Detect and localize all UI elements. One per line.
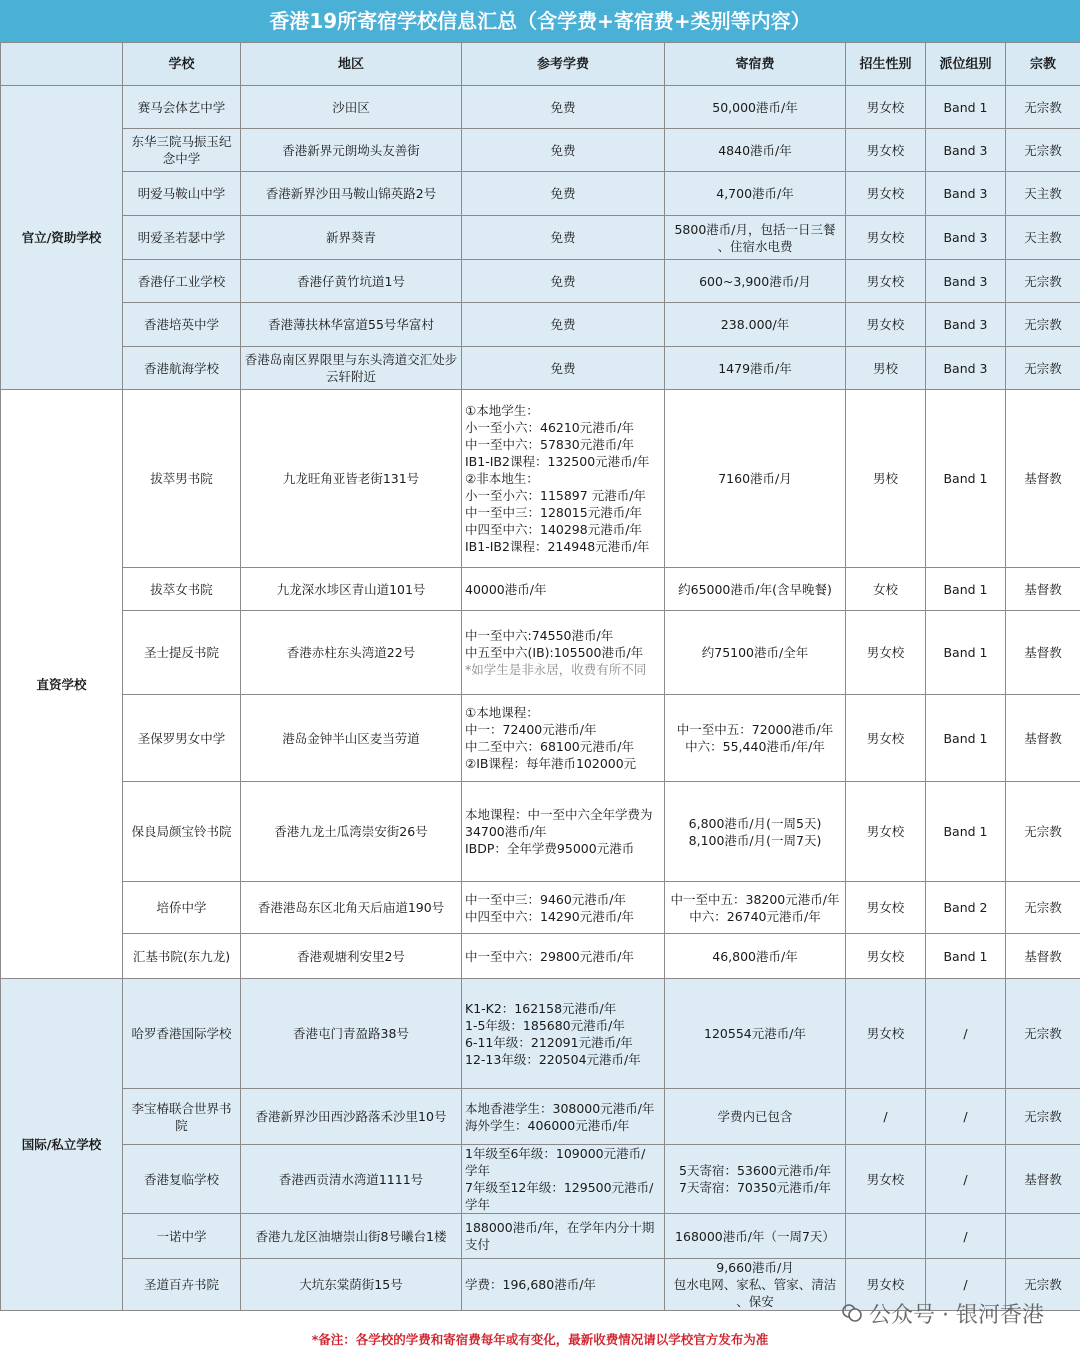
gender-cell: 女校 — [846, 568, 926, 611]
gender-cell: 男女校 — [846, 782, 926, 882]
band-cell: / — [926, 979, 1006, 1089]
tuition-cell-line: 支付 — [465, 1237, 491, 1252]
boarding-cell — [665, 934, 846, 979]
boarding-cell-line: 中六：26740元港币/年 — [689, 908, 821, 924]
area-cell: 港岛金钟半山区麦当劳道 — [241, 695, 462, 782]
tuition-cell-line: *如学生是非永居，收费有所不同 — [465, 662, 647, 677]
school-cell: 香港复临学校 — [123, 1145, 241, 1214]
band-cell: Band 3 — [926, 129, 1006, 172]
tuition-cell — [462, 303, 665, 347]
religion-cell: 基督教 — [1006, 568, 1080, 611]
school-cell: 香港仔工业学校 — [123, 260, 241, 303]
area-cell: 香港港岛东区北角天后庙道190号 — [241, 882, 462, 934]
band-cell: Band 3 — [926, 303, 1006, 347]
tuition-cell-line: 学年 — [465, 1163, 491, 1178]
table-row — [1, 172, 1080, 216]
boarding-cell-line: 学费内已包含 — [717, 1109, 793, 1124]
boarding-cell-line: 5800港币/月，包括一日三餐 — [674, 221, 836, 237]
gender-cell: 男校 — [846, 390, 926, 568]
tuition-cell-line: ①本地学生： — [465, 403, 539, 418]
boarding-cell-line: 168000港币/年（一周7天） — [675, 1228, 835, 1244]
tuition-cell-line: 免费 — [550, 230, 576, 245]
religion-cell: 基督教 — [1006, 1145, 1080, 1214]
religion-cell: 无宗教 — [1006, 86, 1080, 129]
table-row — [1, 1089, 1080, 1145]
area-cell: 香港九龙区油塘崇山街8号曦台1楼 — [241, 1214, 462, 1259]
tuition-cell-line: 免费 — [550, 317, 576, 332]
tuition-cell-line: ①本地课程： — [465, 705, 539, 720]
table-row — [1, 129, 1080, 172]
tuition-cell — [462, 86, 665, 129]
school-cell: 圣士提反书院 — [123, 611, 241, 695]
boarding-cell-line: 8,100港币/月(一周7天) — [688, 832, 822, 848]
school-cell: 汇基书院(东九龙) — [123, 934, 241, 979]
boarding-cell — [665, 1145, 846, 1214]
area-cell: 沙田区 — [241, 86, 462, 129]
header-school: 学校 — [123, 43, 241, 86]
table-row — [1, 882, 1080, 934]
area-cell: 香港岛南区界限里与东头湾道交汇处步云轩附近 — [241, 347, 462, 390]
gender-cell: 男女校 — [846, 260, 926, 303]
school-cell: 拔萃男书院 — [123, 390, 241, 568]
schools-table — [0, 42, 1080, 1311]
category-cell: 官立/资助学校 — [1, 86, 123, 390]
boarding-cell — [665, 611, 846, 695]
tuition-cell-line: 中五至中六(IB):105500港币/年 — [465, 645, 644, 660]
tuition-cell-line: 34700港币/年 — [465, 824, 547, 839]
table-row — [1, 695, 1080, 782]
table-row — [1, 390, 1080, 568]
tuition-cell-line: 小一至小六：46210元港币/年 — [465, 420, 634, 435]
tuition-cell-line: 中一至中三：128015元港币/年 — [465, 505, 642, 520]
tuition-cell-line: 中一至中三：9460元港币/年 — [465, 891, 627, 907]
boarding-cell-line: 1479港币/年 — [718, 360, 792, 376]
religion-cell: 无宗教 — [1006, 882, 1080, 934]
religion-cell: 无宗教 — [1006, 1259, 1080, 1311]
boarding-cell — [665, 260, 846, 303]
boarding-cell-line: 7160港币/月 — [718, 471, 792, 486]
gender-cell: 男女校 — [846, 303, 926, 347]
area-cell: 香港观塘利安里2号 — [241, 934, 462, 979]
band-cell: Band 3 — [926, 260, 1006, 303]
band-cell: / — [926, 1145, 1006, 1214]
boarding-cell-line: 包水电网、家私、管家、清洁 — [673, 1277, 837, 1292]
tuition-cell — [462, 568, 665, 611]
footer-note: *备注：各学校的学费和寄宿费每年或有变化，最新收费情况请以学校官方发布为准 — [311, 1332, 769, 1347]
tuition-cell — [462, 1259, 665, 1311]
band-cell: Band 1 — [926, 568, 1006, 611]
school-cell: 培侨中学 — [123, 882, 241, 934]
boarding-cell — [665, 782, 846, 882]
boarding-cell-line: 6,800港币/月(一周5天) — [688, 815, 822, 831]
table-row — [1, 216, 1080, 260]
religion-cell: 无宗教 — [1006, 979, 1080, 1089]
tuition-cell-line: 海外学生：406000元港币/年 — [465, 1117, 630, 1133]
tuition-cell — [462, 260, 665, 303]
tuition-cell-line: 中一：72400元港币/年 — [465, 722, 597, 737]
tuition-cell-line: 中一至中六：29800元港币/年 — [465, 948, 634, 964]
category-cell: 直资学校 — [1, 390, 123, 979]
boarding-cell — [665, 882, 846, 934]
gender-cell: 男女校 — [846, 695, 926, 782]
boarding-cell — [665, 86, 846, 129]
boarding-cell-line: 46,800港币/年 — [712, 948, 798, 964]
area-cell: 香港薄扶林华富道55号华富村 — [241, 303, 462, 347]
tuition-cell — [462, 390, 665, 568]
header-category — [1, 43, 123, 86]
religion-cell: 基督教 — [1006, 934, 1080, 979]
boarding-cell — [665, 695, 846, 782]
table-row — [1, 934, 1080, 979]
boarding-cell-line: 4,700港币/年 — [716, 186, 794, 201]
footer — [0, 1303, 1080, 1358]
table-row — [1, 86, 1080, 129]
tuition-cell-line: 免费 — [550, 99, 576, 115]
school-cell: 哈罗香港国际学校 — [123, 979, 241, 1089]
area-cell: 新界葵青 — [241, 216, 462, 260]
gender-cell: 男女校 — [846, 979, 926, 1089]
school-cell: 一诺中学 — [123, 1214, 241, 1259]
tuition-cell — [462, 347, 665, 390]
header-tuition: 参考学费 — [462, 43, 665, 86]
tuition-cell-line: 免费 — [550, 273, 576, 289]
gender-cell: / — [846, 1089, 926, 1145]
boarding-cell — [665, 390, 846, 568]
tuition-cell — [462, 129, 665, 172]
tuition-cell-line: 40000港币/年 — [465, 581, 547, 597]
table-row — [1, 782, 1080, 882]
watermark-text: 公众号 · 银河香港 — [869, 1303, 1044, 1328]
boarding-cell-line: 600~3,900港币/月 — [699, 273, 811, 289]
header-band: 派位组别 — [926, 43, 1006, 86]
band-cell: Band 2 — [926, 882, 1006, 934]
gender-cell: 男女校 — [846, 86, 926, 129]
band-cell: Band 3 — [926, 172, 1006, 216]
boarding-cell-line: 5天寄宿：53600元港币/年 — [679, 1163, 831, 1178]
boarding-cell — [665, 129, 846, 172]
religion-cell: 无宗教 — [1006, 782, 1080, 882]
tuition-cell — [462, 979, 665, 1089]
tuition-cell-line: IB1-IB2课程：214948元港币/年 — [465, 539, 650, 554]
religion-cell — [1006, 1214, 1080, 1259]
gender-cell: 男女校 — [846, 611, 926, 695]
school-cell: 东华三院马振玉纪念中学 — [123, 129, 241, 172]
boarding-cell-line: 50,000港币/年 — [712, 99, 798, 115]
tuition-cell-line: 小一至小六：115897 元港币/年 — [465, 488, 646, 503]
header-boarding: 寄宿费 — [665, 43, 846, 86]
boarding-cell-line: 、住宿水电费 — [717, 238, 793, 254]
religion-cell: 无宗教 — [1006, 129, 1080, 172]
tuition-cell-line: 1-5年级：185680元港币/年 — [465, 1017, 625, 1033]
tuition-cell-line: IB1-IB2课程：132500元港币/年 — [465, 454, 650, 469]
gender-cell: 男女校 — [846, 129, 926, 172]
gender-cell: 男女校 — [846, 934, 926, 979]
tuition-cell-line: 中一至中六：57830元港币/年 — [465, 437, 634, 452]
tuition-cell — [462, 782, 665, 882]
area-cell: 香港仔黄竹坑道1号 — [241, 260, 462, 303]
area-cell: 香港九龙土瓜湾崇安街26号 — [241, 782, 462, 882]
table-row — [1, 303, 1080, 347]
boarding-cell — [665, 1214, 846, 1259]
tuition-cell — [462, 172, 665, 216]
watermark — [841, 1298, 1044, 1330]
tuition-cell — [462, 1214, 665, 1259]
gender-cell: 男女校 — [846, 216, 926, 260]
religion-cell: 基督教 — [1006, 695, 1080, 782]
boarding-cell-line: 7天寄宿：70350元港币/年 — [679, 1180, 831, 1195]
tuition-cell — [462, 216, 665, 260]
religion-cell: 天主教 — [1006, 216, 1080, 260]
religion-cell: 基督教 — [1006, 390, 1080, 568]
band-cell: Band 1 — [926, 782, 1006, 882]
gender-cell: 男女校 — [846, 882, 926, 934]
school-cell: 拔萃女书院 — [123, 568, 241, 611]
area-cell: 香港西贡清水湾道1111号 — [241, 1145, 462, 1214]
header-gender: 招生性别 — [846, 43, 926, 86]
header-area: 地区 — [241, 43, 462, 86]
school-cell: 赛马会体艺中学 — [123, 86, 241, 129]
area-cell: 香港新界沙田西沙路落禾沙里10号 — [241, 1089, 462, 1145]
area-cell: 九龙旺角亚皆老街131号 — [241, 390, 462, 568]
religion-cell: 无宗教 — [1006, 303, 1080, 347]
tuition-cell-line: ②IB课程：每年港币102000元 — [465, 756, 637, 771]
tuition-cell — [462, 934, 665, 979]
boarding-cell-line: 4840港币/年 — [718, 142, 792, 158]
header-religion: 宗教 — [1006, 43, 1080, 86]
tuition-cell-line: 本地香港学生：308000元港币/年 — [465, 1100, 655, 1116]
boarding-cell — [665, 1259, 846, 1311]
band-cell: / — [926, 1259, 1006, 1311]
tuition-cell-line: 学年 — [465, 1197, 491, 1212]
boarding-cell — [665, 347, 846, 390]
boarding-cell — [665, 1089, 846, 1145]
table-row — [1, 611, 1080, 695]
gender-cell — [846, 1214, 926, 1259]
gender-cell: 男女校 — [846, 1145, 926, 1214]
gender-cell: 男女校 — [846, 1259, 926, 1311]
band-cell: Band 1 — [926, 934, 1006, 979]
boarding-cell-line: 约65000港币/年(含早晚餐) — [678, 581, 832, 597]
area-cell: 香港屯门青盈路38号 — [241, 979, 462, 1089]
area-cell: 香港新界元朗坳头友善街 — [241, 129, 462, 172]
school-cell: 圣道百卉书院 — [123, 1259, 241, 1311]
school-cell: 明爱圣若瑟中学 — [123, 216, 241, 260]
wechat-icon — [841, 1302, 863, 1330]
tuition-cell-line: 免费 — [550, 186, 576, 201]
area-cell: 九龙深水埗区青山道101号 — [241, 568, 462, 611]
boarding-cell-line: 、保安 — [736, 1294, 774, 1309]
table-row — [1, 260, 1080, 303]
tuition-cell-line: 中四至中六：140298元港币/年 — [465, 522, 642, 537]
area-cell: 香港赤柱东头湾道22号 — [241, 611, 462, 695]
boarding-cell-line: 中一至中五：72000港币/年 — [676, 722, 834, 737]
tuition-cell-line: 1年级至6年级：109000元港币/ — [465, 1146, 646, 1161]
band-cell: Band 1 — [926, 390, 1006, 568]
tuition-cell-line: 中四至中六：14290元港币/年 — [465, 908, 634, 924]
table-row — [1, 1145, 1080, 1214]
tuition-cell-line: 中二至中六：68100元港币/年 — [465, 739, 634, 754]
school-cell: 保良局颜宝铃书院 — [123, 782, 241, 882]
tuition-cell — [462, 695, 665, 782]
tuition-cell-line: IBDP：全年学费95000元港币 — [465, 841, 635, 856]
school-cell: 明爱马鞍山中学 — [123, 172, 241, 216]
band-cell: Band 3 — [926, 347, 1006, 390]
table-body — [1, 86, 1080, 1311]
school-cell: 李宝椿联合世界书院 — [123, 1089, 241, 1145]
gender-cell: 男校 — [846, 347, 926, 390]
band-cell: / — [926, 1089, 1006, 1145]
area-cell: 香港新界沙田马鞍山锦英路2号 — [241, 172, 462, 216]
area-cell: 大坑东棠荫街15号 — [241, 1259, 462, 1311]
band-cell: / — [926, 1214, 1006, 1259]
boarding-cell — [665, 979, 846, 1089]
boarding-cell-line: 中六：55,440港币/年/年 — [685, 739, 825, 754]
tuition-cell-line: 中一至中六:74550港币/年 — [465, 628, 614, 643]
school-cell: 圣保罗男女中学 — [123, 695, 241, 782]
boarding-cell — [665, 216, 846, 260]
header-row — [1, 43, 1080, 86]
tuition-cell-line: 188000港币/年，在学年内分十期 — [465, 1220, 655, 1235]
boarding-cell — [665, 303, 846, 347]
table-row — [1, 1214, 1080, 1259]
religion-cell: 基督教 — [1006, 611, 1080, 695]
tuition-cell-line: 6-11年级：212091元港币/年 — [465, 1034, 633, 1050]
tuition-cell-line: 本地课程：中一至中六全年学费为 — [465, 807, 653, 822]
tuition-cell — [462, 611, 665, 695]
religion-cell: 无宗教 — [1006, 260, 1080, 303]
band-cell: Band 1 — [926, 86, 1006, 129]
page-title: 香港19所寄宿学校信息汇总（含学费+寄宿费+类别等内容） — [0, 0, 1080, 42]
band-cell: Band 1 — [926, 695, 1006, 782]
religion-cell: 天主教 — [1006, 172, 1080, 216]
boarding-cell — [665, 568, 846, 611]
tuition-cell-line: 学费：196,680港币/年 — [465, 1277, 596, 1292]
tuition-cell — [462, 1089, 665, 1145]
table-row — [1, 347, 1080, 390]
boarding-cell — [665, 172, 846, 216]
tuition-cell-line: 免费 — [550, 360, 576, 376]
school-cell: 香港航海学校 — [123, 347, 241, 390]
band-cell: Band 3 — [926, 216, 1006, 260]
boarding-cell-line: 9,660港币/月 — [716, 1260, 794, 1275]
tuition-cell — [462, 1145, 665, 1214]
religion-cell: 无宗教 — [1006, 1089, 1080, 1145]
table-row — [1, 979, 1080, 1089]
tuition-cell — [462, 882, 665, 934]
tuition-cell-line: 免费 — [550, 142, 576, 158]
boarding-cell-line: 中一至中五：38200元港币/年 — [670, 891, 840, 907]
tuition-cell-line: ②非本地生： — [465, 471, 539, 486]
category-cell: 国际/私立学校 — [1, 979, 123, 1311]
boarding-cell-line: 120554元港币/年 — [704, 1026, 806, 1041]
school-cell: 香港培英中学 — [123, 303, 241, 347]
band-cell: Band 1 — [926, 611, 1006, 695]
boarding-cell-line: 238.000/年 — [720, 317, 790, 332]
tuition-cell-line: 12-13年级：220504元港币/年 — [465, 1051, 641, 1067]
tuition-cell-line: 7年级至12年级：129500元港币/ — [465, 1180, 654, 1195]
tuition-cell-line: K1-K2：162158元港币/年 — [465, 1000, 617, 1016]
table-row — [1, 568, 1080, 611]
religion-cell: 无宗教 — [1006, 347, 1080, 390]
gender-cell: 男女校 — [846, 172, 926, 216]
boarding-cell-line: 约75100港币/全年 — [701, 645, 809, 660]
